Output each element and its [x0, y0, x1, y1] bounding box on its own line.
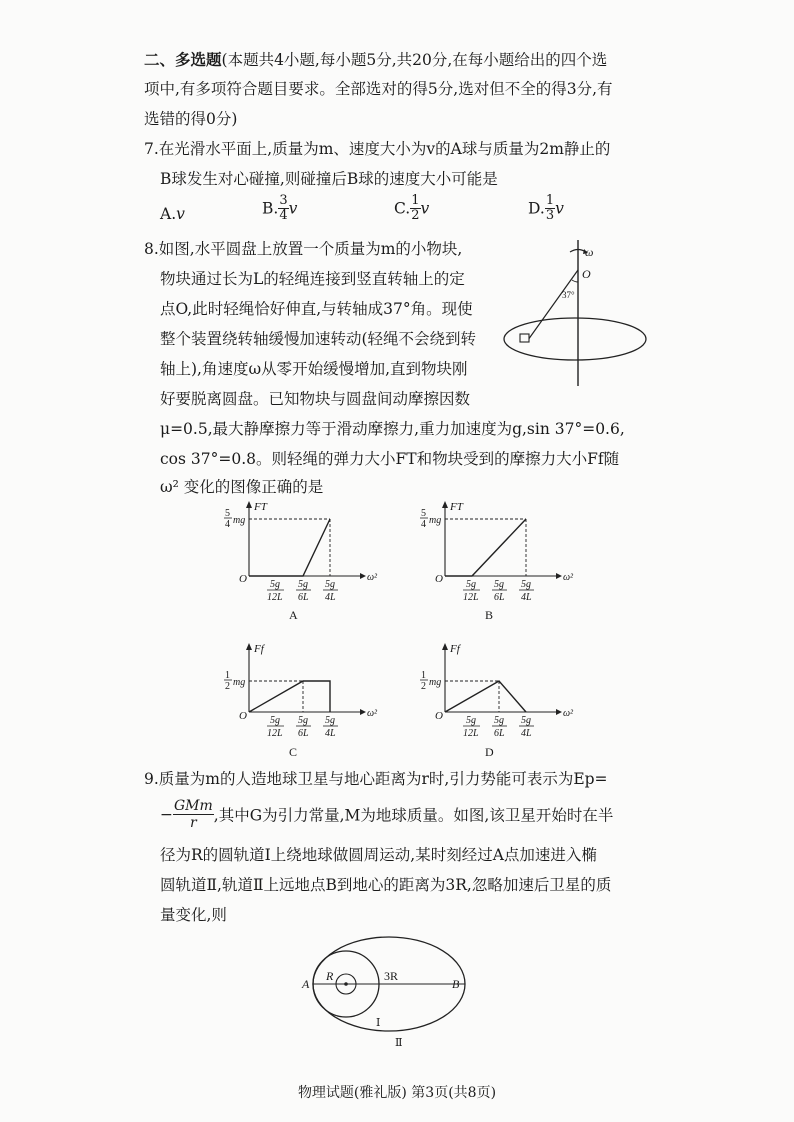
graph-b-origin: O	[435, 573, 443, 585]
q8-stem-line7: μ=0.5,最大静摩擦力等于滑动摩擦力,重力加速度为g,sin 37°=0.6,	[160, 420, 625, 438]
graph-d-tick3-num: 5g	[521, 715, 531, 726]
graph-b-y-arrow-icon	[442, 501, 448, 508]
q8-stem-line4: 整个装置绕转轴缓慢加速转动(轻绳不会绕到转	[160, 330, 477, 348]
graph-a-tick1-den: 12L	[267, 592, 283, 603]
light-rope	[528, 270, 578, 340]
graph-a-tick3-num: 5g	[325, 579, 335, 590]
point-b-label: B	[452, 977, 460, 991]
point-o-label: O	[582, 267, 591, 281]
graph-d-tick2-num: 5g	[494, 715, 504, 726]
q7-option-b	[262, 194, 297, 223]
graph-a-x-label: ω²	[367, 572, 378, 583]
graph-a-tick2-num: 5g	[298, 579, 308, 590]
graph-b-y-label: FT	[450, 501, 463, 513]
q7-stem-line1: 7.在光滑水平面上,质量为m、速度大小为v的A球与质量为2m静止的	[144, 140, 611, 158]
graph-d-tick1-num: 5g	[466, 715, 476, 726]
q8-stem-line8: cos 37°=0.8。则轻绳的弹力大小FT和物块受到的摩擦力大小Ff随	[160, 450, 620, 468]
q8-stem-line2: 物块通过长为L的轻绳连接到竖直转轴上的定	[160, 270, 465, 288]
graph-b-tick3-den: 4L	[521, 592, 532, 603]
section-note-line1: (本题共4小题,每小题5分,共20分,在每小题给出的四个选	[221, 51, 608, 69]
q7-option-a-label: A.	[160, 205, 177, 223]
graph-a-x-arrow-icon	[360, 573, 366, 579]
angle-label: 37°	[562, 290, 575, 300]
orbit-i-label: Ⅰ	[376, 1017, 381, 1029]
q7-option-d	[528, 194, 564, 223]
graph-d-curve	[445, 681, 526, 712]
q7-option-c	[394, 194, 429, 223]
section-heading: 二、多选题	[144, 50, 222, 69]
graph-a-ymax-num: 5	[225, 508, 230, 519]
graph-b-tick1-num: 5g	[466, 579, 476, 590]
q8-stem-line6: 好要脱离圆盘。已知物块与圆盘间动摩擦因数	[160, 390, 471, 408]
q9-stem-line2: − $\frac{\text{GMm}}{r}$ ,其中G为引力常量,M为地球质量。如图,该卫星开始时在半	[160, 798, 614, 831]
graph-c-origin: O	[239, 710, 247, 722]
graph-d-y-label: Ff	[450, 643, 460, 655]
distance-3r-label: 3R	[384, 969, 399, 983]
q7-option-c-var: v	[420, 199, 430, 218]
graph-d-ymax-unit: mg	[429, 677, 442, 688]
graph-a-tick1-num: 5g	[270, 579, 280, 590]
graph-c-ymax-den: 2	[225, 681, 230, 692]
graph-c-y-label: Ff	[254, 643, 264, 655]
graph-a-y-arrow-icon	[246, 501, 252, 508]
orbit-ii-label: Ⅱ	[395, 1037, 403, 1049]
graph-b-tick1-den: 12L	[463, 592, 479, 603]
graph-d-tick1-den: 12L	[463, 728, 479, 739]
q9-orbit-figure	[296, 934, 472, 1054]
radius-r-label: R	[326, 969, 334, 983]
section-note-line2: 项中,有多项符合题目要求。全部选对的得5分,选对但不全的得3分,有	[144, 80, 613, 98]
graph-b-x-arrow-icon	[556, 573, 562, 579]
graph-c-y-arrow-icon	[246, 643, 252, 650]
graph-a-origin: O	[239, 573, 247, 585]
q9-stem-line4: 圆轨道Ⅱ,轨道Ⅱ上远地点B到地心的距离为3R,忽略加速后卫星的质	[160, 876, 612, 894]
q9-potential-fraction: $\frac{\text{GMm}}{r}$	[174, 798, 213, 831]
q7-option-a-value: v	[176, 205, 185, 223]
graph-a-curve	[249, 519, 330, 576]
graph-b-caption: B	[485, 608, 494, 622]
graph-d-ymax-num: 1	[421, 670, 426, 681]
q7-option-d-label: D.	[528, 199, 545, 218]
graph-b-tick3-num: 5g	[521, 579, 531, 590]
q9-stem-line5: 量变化,则	[160, 906, 227, 924]
page-footer: 物理试题(雅礼版) 第3页(共8页)	[297, 1085, 497, 1101]
q9-stem-line3: 径为R的圆轨道Ⅰ上绕地球做圆周运动,某时刻经过A点加速进入椭	[160, 846, 597, 864]
graph-a-ymax-unit: mg	[233, 515, 246, 526]
q7-option-c-fraction: $\frac{1}{2}$	[411, 193, 420, 223]
graph-b-tick2-num: 5g	[494, 579, 504, 590]
q8-stem-line1: 8.如图,水平圆盘上放置一个质量为m的小物块,	[144, 240, 463, 258]
graph-b-ymax-den: 4	[421, 519, 426, 530]
q7-option-b-fraction: $\frac{3}{4}$	[279, 193, 288, 223]
graph-b-ymax-unit: mg	[429, 515, 442, 526]
graph-c-tick3-den: 4L	[325, 728, 336, 739]
section-note-line3: 选错的得0分)	[144, 110, 238, 128]
graph-c-x-label: ω²	[367, 708, 378, 719]
q7-stem-line2: B球发生对心碰撞,则碰撞后B球的速度大小可能是	[160, 170, 498, 188]
q9-stem-line1: 9.质量为m的人造地球卫星与地心距离为r时,引力势能可表示为Ep=	[144, 770, 608, 788]
angle-arc	[572, 280, 578, 282]
graph-d-x-arrow-icon	[556, 709, 562, 715]
graph-d-y-arrow-icon	[442, 643, 448, 650]
graph-d-tick3-den: 4L	[521, 728, 532, 739]
graph-d-tick2-den: 6L	[494, 728, 505, 739]
graph-c-tick3-num: 5g	[325, 715, 335, 726]
graph-d-ymax-den: 2	[421, 681, 426, 692]
q8-stem-line3: 点O,此时轻绳恰好伸直,与转轴成37°角。现使	[160, 300, 473, 318]
q7-option-c-label: C.	[394, 199, 411, 218]
graph-c	[222, 638, 378, 766]
graph-b-tick2-den: 6L	[494, 592, 505, 603]
graph-c-x-arrow-icon	[360, 709, 366, 715]
graph-c-tick1-den: 12L	[267, 728, 283, 739]
graph-a-tick2-den: 6L	[298, 592, 309, 603]
graph-c-tick2-num: 5g	[298, 715, 308, 726]
graph-c-tick2-den: 6L	[298, 728, 309, 739]
graph-c-tick1-num: 5g	[270, 715, 280, 726]
graph-a-tick3-den: 4L	[325, 592, 336, 603]
q7-option-d-var: v	[555, 199, 564, 218]
omega-label: ω	[585, 245, 594, 259]
graph-a-y-label: FT	[254, 501, 267, 513]
graph-d-caption: D	[485, 745, 494, 759]
graph-a-ymax-den: 4	[225, 519, 230, 530]
graph-c-ymax-unit: mg	[233, 677, 246, 688]
q7-option-d-fraction: $\frac{1}{3}$	[545, 193, 555, 223]
graph-d	[418, 638, 574, 766]
graph-a-caption: A	[289, 608, 298, 622]
q7-option-a	[160, 205, 185, 223]
q7-option-b-label: B.	[262, 199, 279, 218]
graph-c-ymax-num: 1	[225, 670, 230, 681]
q7-option-b-var: v	[288, 199, 298, 218]
q9-stem-line2-text: ,其中G为引力常量,M为地球质量。如图,该卫星开始时在半	[213, 806, 614, 825]
section-header	[144, 44, 607, 76]
q8-apparatus-figure	[500, 236, 650, 388]
point-a-label: A	[302, 977, 310, 991]
graph-c-curve	[249, 681, 330, 712]
q8-stem-line9: ω² 变化的图像正确的是	[160, 478, 324, 496]
graph-d-x-label: ω²	[563, 708, 574, 719]
graph-b-x-label: ω²	[563, 572, 574, 583]
graph-a	[222, 496, 378, 628]
q8-stem-line5: 轴上),角速度ω从零开始缓慢增加,直到物块刚	[160, 360, 468, 378]
graph-b-curve	[445, 519, 526, 576]
small-block	[520, 334, 529, 342]
graph-b-ymax-num: 5	[421, 508, 426, 519]
graph-c-caption: C	[289, 745, 298, 759]
graph-b	[418, 496, 574, 628]
graph-d-origin: O	[435, 710, 443, 722]
